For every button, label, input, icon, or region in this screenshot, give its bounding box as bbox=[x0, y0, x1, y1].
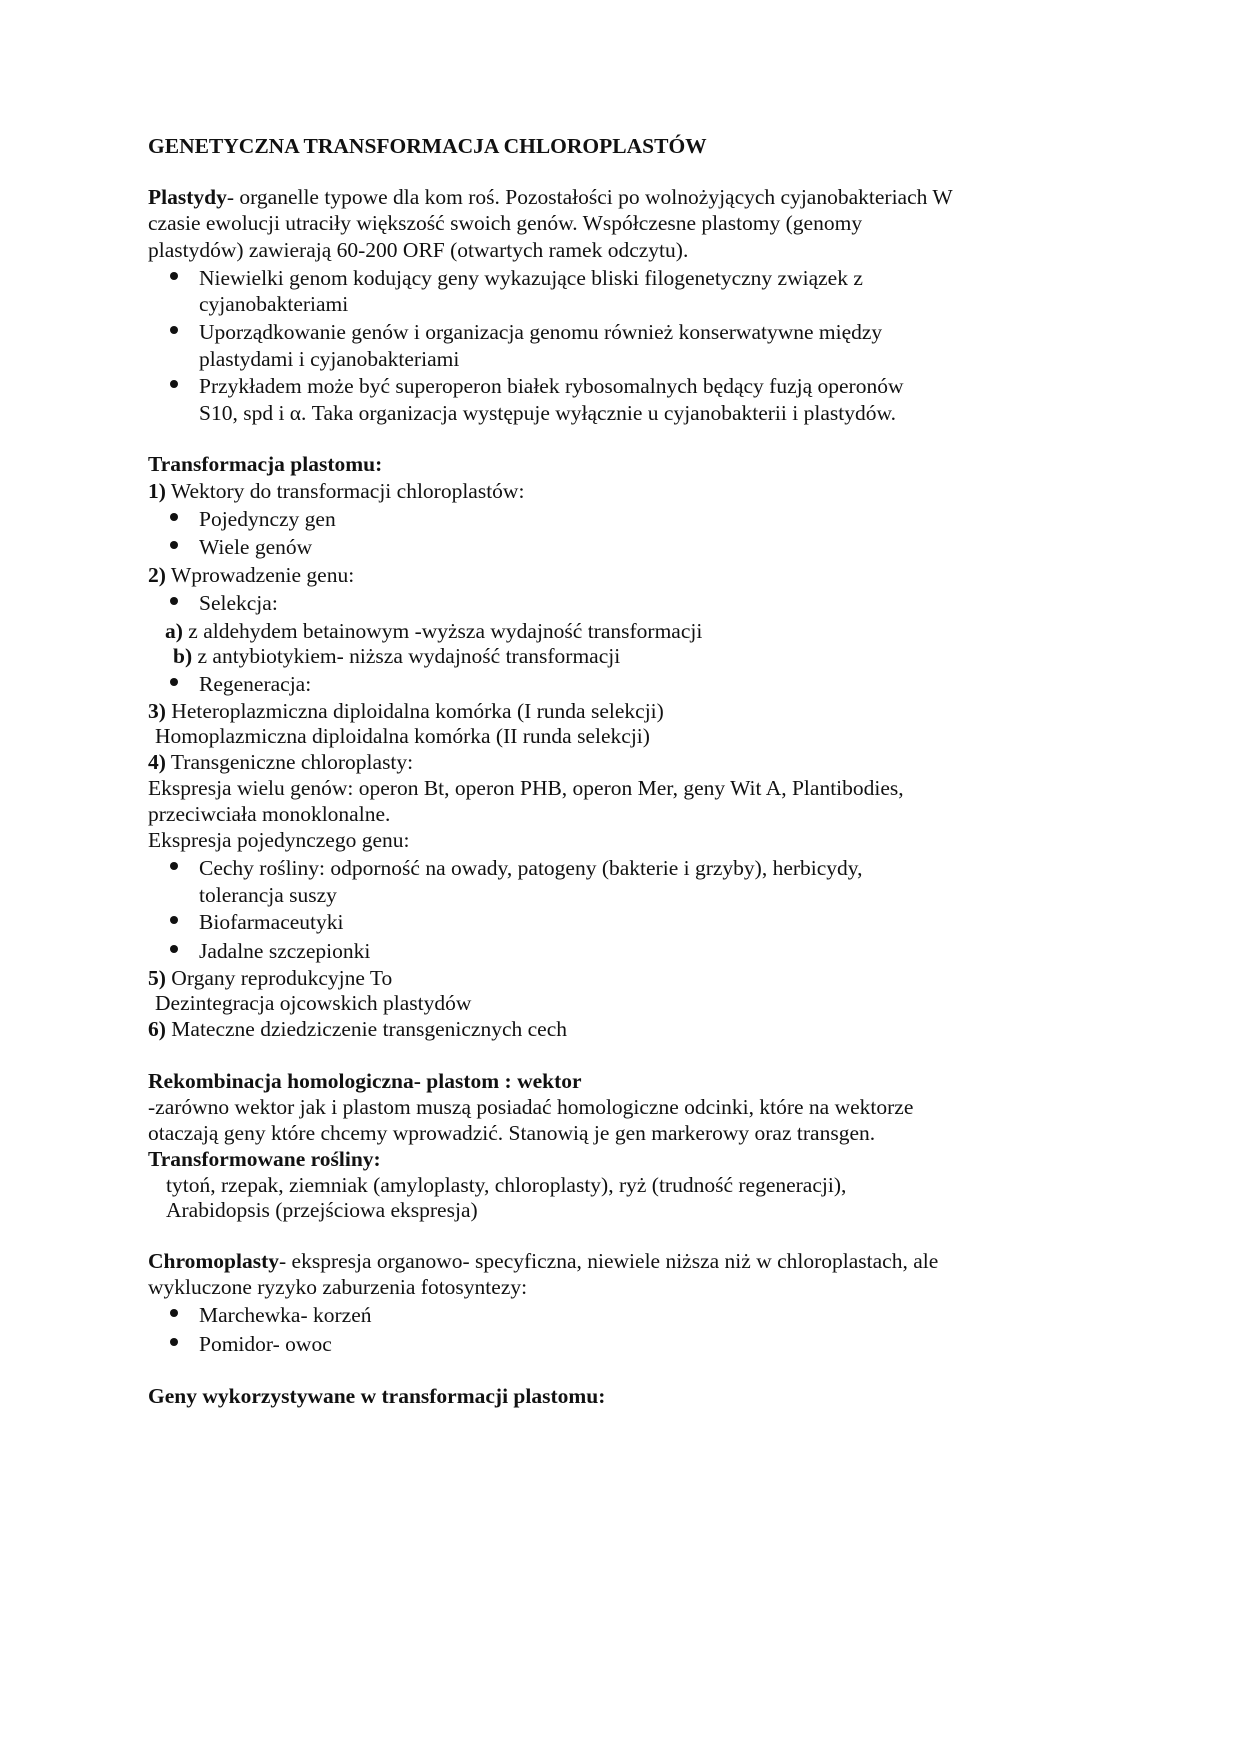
numbered-item: 5) Organy reprodukcyjne To bbox=[148, 966, 393, 990]
paragraph-line: Ekspresja wielu genów: operon Bt, operon PHB, operon Mer, geny Wit A, Plantibodies, bbox=[148, 776, 904, 800]
numbered-item: 1) Wektory do transformacji chloroplastów: bbox=[148, 479, 525, 503]
plastydy-line-2: czasie ewolucji utraciły większość swoich genów. Współczesne plastomy (genomy bbox=[148, 211, 863, 235]
lettered-item: b) z antybiotykiem- niższa wydajność transformacji bbox=[173, 644, 621, 668]
indented-line: Arabidopsis (przejściowa ekspresja) bbox=[166, 1198, 478, 1222]
bullet-icon bbox=[170, 541, 178, 549]
bullet-text: Pomidor- owoc bbox=[199, 1332, 332, 1356]
bullet-text: Wiele genów bbox=[199, 535, 313, 559]
paragraph-line: przeciwciała monoklonalne. bbox=[148, 802, 391, 826]
bullet-text: Regeneracja: bbox=[199, 672, 312, 696]
continuation-line: Dezintegracja ojcowskich plastydów bbox=[155, 991, 472, 1015]
paragraph-line: otaczają geny które chcemy wprowadzić. Stanowią je gen markerowy oraz transgen. bbox=[148, 1121, 876, 1145]
bullet-text: Cechy rośliny: odporność na owady, patogeny (bakterie i grzyby), herbicydy, bbox=[199, 856, 863, 880]
bullet-icon bbox=[170, 513, 178, 521]
numbered-item: 4) Transgeniczne chloroplasty: bbox=[148, 750, 414, 774]
bullet-text: tolerancja suszy bbox=[199, 883, 337, 907]
chromoplasty-line-1: Chromoplasty- ekspresja organowo- specyficzna, niewiele niższa niż w chloroplastach, ale bbox=[148, 1249, 939, 1273]
bullet-text: cyjanobakteriami bbox=[199, 292, 349, 316]
bullet-text: Biofarmaceutyki bbox=[199, 910, 344, 934]
bullet-text: Jadalne szczepionki bbox=[199, 939, 371, 963]
bullet-icon bbox=[170, 272, 178, 280]
section-heading-rekombinacja: Rekombinacja homologiczna- plastom : wektor bbox=[148, 1069, 582, 1093]
plastydy-term: Plastydy bbox=[148, 185, 227, 209]
bullet-text: plastydami i cyjanobakteriami bbox=[199, 347, 460, 371]
section-heading-rosliny: Transformowane rośliny: bbox=[148, 1147, 381, 1171]
plastydy-line-3: plastydów) zawierają 60-200 ORF (otwartych ramek odczytu). bbox=[148, 238, 689, 262]
lettered-item: a) z aldehydem betainowym -wyższa wydajność transformacji bbox=[165, 619, 703, 643]
bullet-icon bbox=[170, 326, 178, 334]
section-heading-transformacja: Transformacja plastomu: bbox=[148, 452, 383, 476]
bullet-icon bbox=[170, 1338, 178, 1346]
bullet-icon bbox=[170, 1309, 178, 1317]
bullet-icon bbox=[170, 916, 178, 924]
bullet-text: Niewielki genom kodujący geny wykazujące bliski filogenetyczny związek z bbox=[199, 266, 863, 290]
bullet-text: Marchewka- korzeń bbox=[199, 1303, 372, 1327]
bullet-icon bbox=[170, 678, 178, 686]
section-heading-geny: Geny wykorzystywane w transformacji plastomu: bbox=[148, 1384, 606, 1408]
paragraph-line: -zarówno wektor jak i plastom muszą posiadać homologiczne odcinki, które na wektorze bbox=[148, 1095, 914, 1119]
numbered-item: 6) Mateczne dziedziczenie transgenicznych cech bbox=[148, 1017, 568, 1041]
numbered-item: 3) Heteroplazmiczna diploidalna komórka (I runda selekcji) bbox=[148, 699, 664, 723]
chromoplasty-line-2: wykluczone ryzyko zaburzenia fotosyntezy: bbox=[148, 1275, 528, 1299]
bullet-text: Selekcja: bbox=[199, 591, 278, 615]
bullet-icon bbox=[170, 862, 178, 870]
bullet-icon bbox=[170, 945, 178, 953]
paragraph-line: Ekspresja pojedynczego genu: bbox=[148, 828, 410, 852]
indented-line: tytoń, rzepak, ziemniak (amyloplasty, chloroplasty), ryż (trudność regeneracji), bbox=[166, 1173, 847, 1197]
chromoplasty-term: Chromoplasty bbox=[148, 1249, 280, 1273]
bullet-text: Uporządkowanie genów i organizacja genomu również konserwatywne między bbox=[199, 320, 883, 344]
bullet-text: S10, spd i α. Taka organizacja występuje wyłącznie u cyjanobakterii i plastydów. bbox=[199, 401, 896, 425]
continuation-line: Homoplazmiczna diploidalna komórka (II runda selekcji) bbox=[155, 724, 650, 748]
document-title: GENETYCZNA TRANSFORMACJA CHLOROPLASTÓW bbox=[148, 134, 707, 158]
plastydy-line-1: Plastydy- organelle typowe dla kom roś. Pozostałości po wolnożyjących cyjanobakteriach W bbox=[148, 185, 953, 209]
numbered-item: 2) Wprowadzenie genu: bbox=[148, 563, 355, 587]
bullet-icon bbox=[170, 597, 178, 605]
bullet-text: Przykładem może być superoperon białek rybosomalnych będący fuzją operonów bbox=[199, 374, 904, 398]
bullet-icon bbox=[170, 380, 178, 388]
bullet-text: Pojedynczy gen bbox=[199, 507, 336, 531]
